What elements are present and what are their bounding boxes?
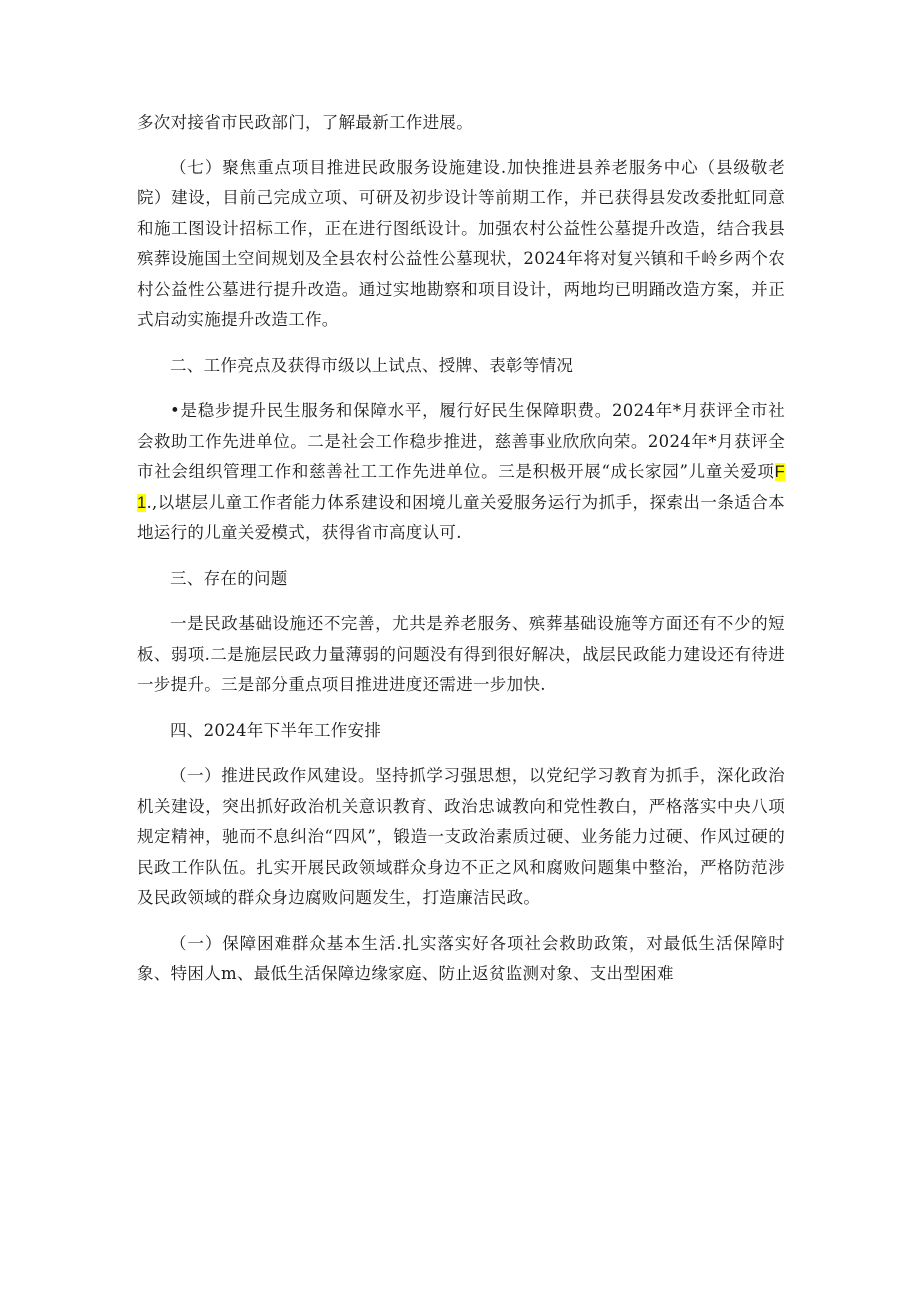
highlights-text-b: .,以堪层儿童工作者能力体系建设和困境儿童关爱服务运行为抓手，探索出一条适合本地运行的儿童关爱模式，获得省市高度认可. — [137, 492, 785, 542]
highlights-text-a: •是稳步提升民生服务和保障水平，履行好民生保障职费。2024年*月获评全市社会救助工作先进单位。二是社会工作稳步推进，慈善事业欣欣向荣。2024年*月获评全市社会组织管理工作和慈善社工工作先进单位。三是积极开展“成长家园”儿童关爱项 — [137, 401, 785, 481]
paragraph-continuation: 多次对接省市民政部门，了解最新工作进展。 — [137, 113, 473, 132]
heading-plan: 四、2024年下半年工作安排 — [170, 720, 382, 740]
paragraph-highlights — [137, 396, 785, 549]
heading-problems: 三、存在的问题 — [170, 568, 288, 588]
heading-highlights: 二、工作亮点及获得市级以上试点、授牌、表彰等情况 — [170, 355, 574, 375]
highlighted-mark: F1 — [137, 463, 785, 512]
document-page — [137, 108, 785, 1005]
paragraph-plan-1: （一）推进民政作风建设。坚持抓学习强思想，以党纪学习教育为抓手，深化政治机关建设，突出抓好政治机关意识教育、政治忠诚教向和党性教白，严格落实中央八项规定精神，驰而不息纠治“四风”，锻造一支政治素质过硬、业务能力过硬、作风过硬的民政工作队伍。扎实开展民政领域群众身边不正之风和腐败问题集中整治，严格防范涉及民政领域的群众身边腐败问题发生，打造廉洁民政。 — [137, 766, 785, 907]
paragraph-problems: 一是民政基础设施还不完善，尤共是养老服务、殡葬基础设施等方面还有不少的短板、弱项.二是施层民政力量薄弱的问题没有得到很好解决，战层民政能力建设还有待进一步提升。三是部分重点项目推进进度还需进一步加快. — [137, 614, 785, 694]
paragraph-plan-2: （一）保障困难群众基本生活.扎实落实好各项社会救助政策，对最低生活保障时象、特困人m、最低生活保障边缘家庭、防止返贫监测对象、支出型困难 — [137, 933, 785, 983]
paragraph-section-7: （七）聚焦重点项目推进民政服务设施建设.加快推进县养老服务中心（县级敬老院）建设，目前己完成立项、可研及初步设计等前期工作，并已获得县发改委批虹同意和施工图设计招标工作，正在进行图纸设计。加强农村公益性公墓提升改造，结合我县殡葬设施国土空间规划及全县农村公益性公墓现状，2024年将对复兴镇和千岭乡两个农村公益性公墓进行提升改造。通过实地勘察和项目设计，两地均已明踊改造方案，并正式启动实施提升改造工作。 — [137, 157, 785, 329]
